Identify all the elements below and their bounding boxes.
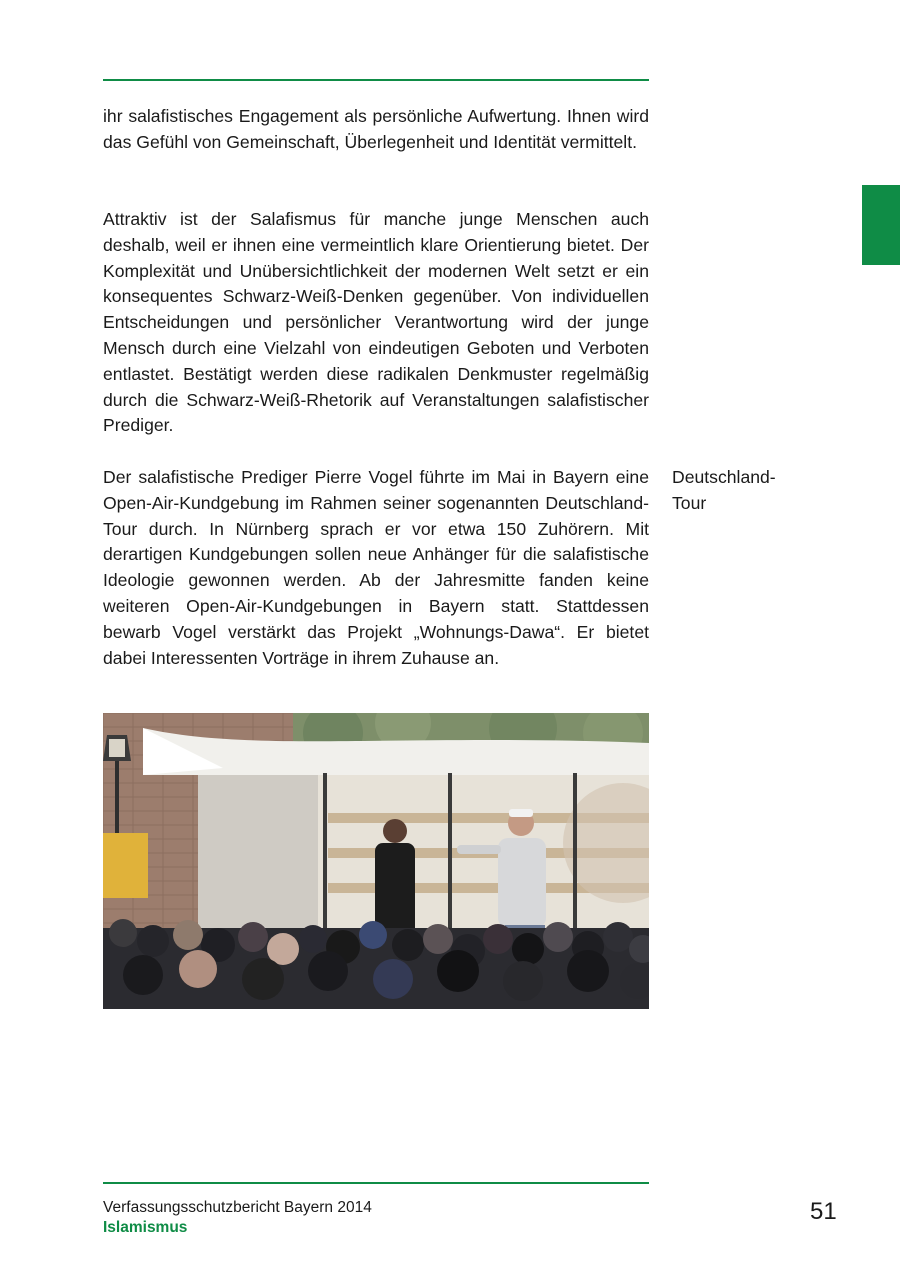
paragraph-3: Der salafistische Prediger Pierre Vogel führte im Mai in Bayern eine Open-Air-Kundgebung im Rahmen seiner sogenannten Deutschland-Tour durch. In Nürnberg sprach er vor etwa 150 Zuhörern. Mit derartigen Kundgebungen sollen neue Anhänger für die salafistische Ideologie gewonnen werden. Ab der Jahresmitte fanden keine weiteren Open-Air-Kundgebungen in Bayern statt. Stattdessen bewarb Vogel verstärkt das Projekt „Wohnungs-Dawa“. Er bietet dabei Interessenten Vorträge in ihrem Zuhause an. <box>103 467 649 668</box>
margin-note: Deutschland- Tour <box>672 467 776 513</box>
bottom-rule <box>103 1182 649 1184</box>
footer-section-name: Islamismus <box>103 1219 188 1236</box>
top-rule <box>103 79 649 81</box>
chapter-tab <box>862 185 900 265</box>
paragraph-2: Attraktiv ist der Salafismus für manche junge Menschen auch deshalb, weil er ihnen eine vermeintlich klare Orientierung bietet. Der Komplexität und Unübersichtlichkeit der modernen Welt setzt er ein konsequentes Schwarz-Weiß-Denken gegenüber. Von individuellen Entscheidungen und persönlicher Verantwortung wird der junge Mensch durch eine Vielzahl von eindeutigen Geboten und Verboten entlastet. Bestätigt werden diese radikalen Denkmuster regelmäßig durch die Schwarz-Weiß-Rhetorik auf Veranstaltungen salafistischer Prediger. <box>103 209 649 436</box>
page-number: 51 <box>810 1198 837 1225</box>
paragraph-1: ihr salafistisches Engagement als persönliche Aufwertung. Ihnen wird das Gefühl von Gemeinschaft, Überlegenheit und Identität vermittelt. <box>103 106 649 152</box>
footer-report-title: Verfassungsschutzbericht Bayern 2014 <box>103 1199 372 1216</box>
rally-photo-illustration <box>103 713 649 1009</box>
rally-photo <box>103 713 649 1009</box>
